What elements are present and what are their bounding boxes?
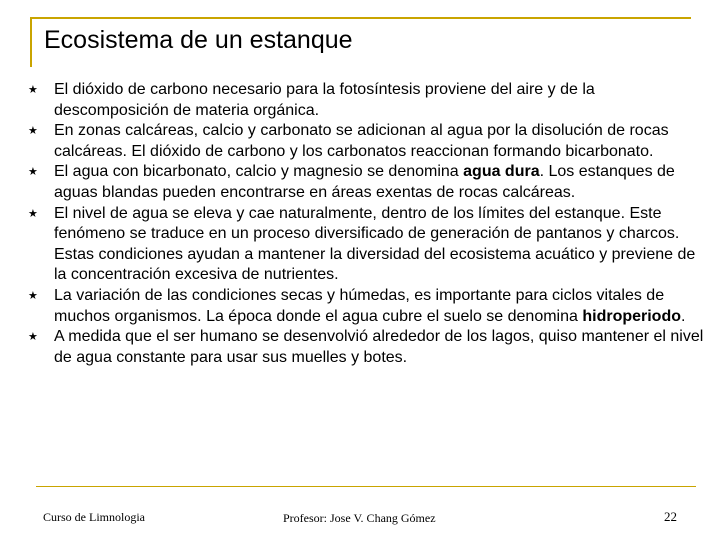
footer-divider xyxy=(36,486,696,487)
footer-course: Curso de Limnologia xyxy=(43,510,145,524)
bullet-list xyxy=(28,80,708,368)
footer-professor: Profesor: Jose V. Chang Gómez xyxy=(283,511,436,525)
bullet-text: A medida que el ser humano se desenvolvió alrededor de los lagos, quiso mantener el nivel de agua constante para usar sus muelles y botes. xyxy=(54,328,704,366)
slide-title: Ecosistema de un estanque xyxy=(44,26,353,54)
bullet-item xyxy=(28,162,708,203)
bullet-item xyxy=(28,286,708,327)
star-icon: ★ xyxy=(28,288,38,302)
bullet-text: La variación de las condiciones secas y húmedas, es importante para ciclos vitales de muchos organismos. La época donde el agua cubre el suelo se denomina xyxy=(54,286,665,325)
page-number: 22 xyxy=(664,509,677,524)
star-icon: ★ xyxy=(28,330,38,344)
bullet-text: El agua con bicarbonato, calcio y magnesio se denomina xyxy=(54,163,464,181)
title-frame-left-line xyxy=(30,17,32,67)
bullet-item xyxy=(28,121,708,162)
bullet-text-after: . xyxy=(681,307,686,325)
bullet-item xyxy=(28,204,708,286)
bullet-bold-term: agua dura xyxy=(463,163,540,181)
star-icon: ★ xyxy=(28,83,38,96)
bullet-text: En zonas calcáreas, calcio y carbonato se adicionan al agua por la disolución de rocas calcáreas. El dióxido de carbono y los carbonatos reaccionan formando bicarbonato. xyxy=(54,122,669,160)
bullet-bold-term: hidroperiodo xyxy=(582,307,681,325)
bullet-text: El nivel de agua se eleva y cae naturalmente, dentro de los límites del estanque. Este fenómeno se traduce en un proceso diversificado de generación de pantanos y charcos. Estas condiciones ayudan a mantener la diversidad del ecosistema acuático y previene de la concentración excesiva de nutrientes. xyxy=(54,204,696,284)
star-icon: ★ xyxy=(28,165,38,179)
bullet-text-after: . Los estanques de aguas blandas pueden encontrarse en áreas exentas de rocas calcáreas. xyxy=(54,163,675,201)
star-icon: ★ xyxy=(28,206,38,220)
bullet-item xyxy=(28,327,708,368)
bullet-text: El dióxido de carbono necesario para la fotosíntesis proviene del aire y de la descomposición de materia orgánica. xyxy=(54,81,595,119)
star-icon: ★ xyxy=(28,124,38,138)
title-frame-top-line xyxy=(30,17,691,19)
bullet-item xyxy=(28,80,708,121)
